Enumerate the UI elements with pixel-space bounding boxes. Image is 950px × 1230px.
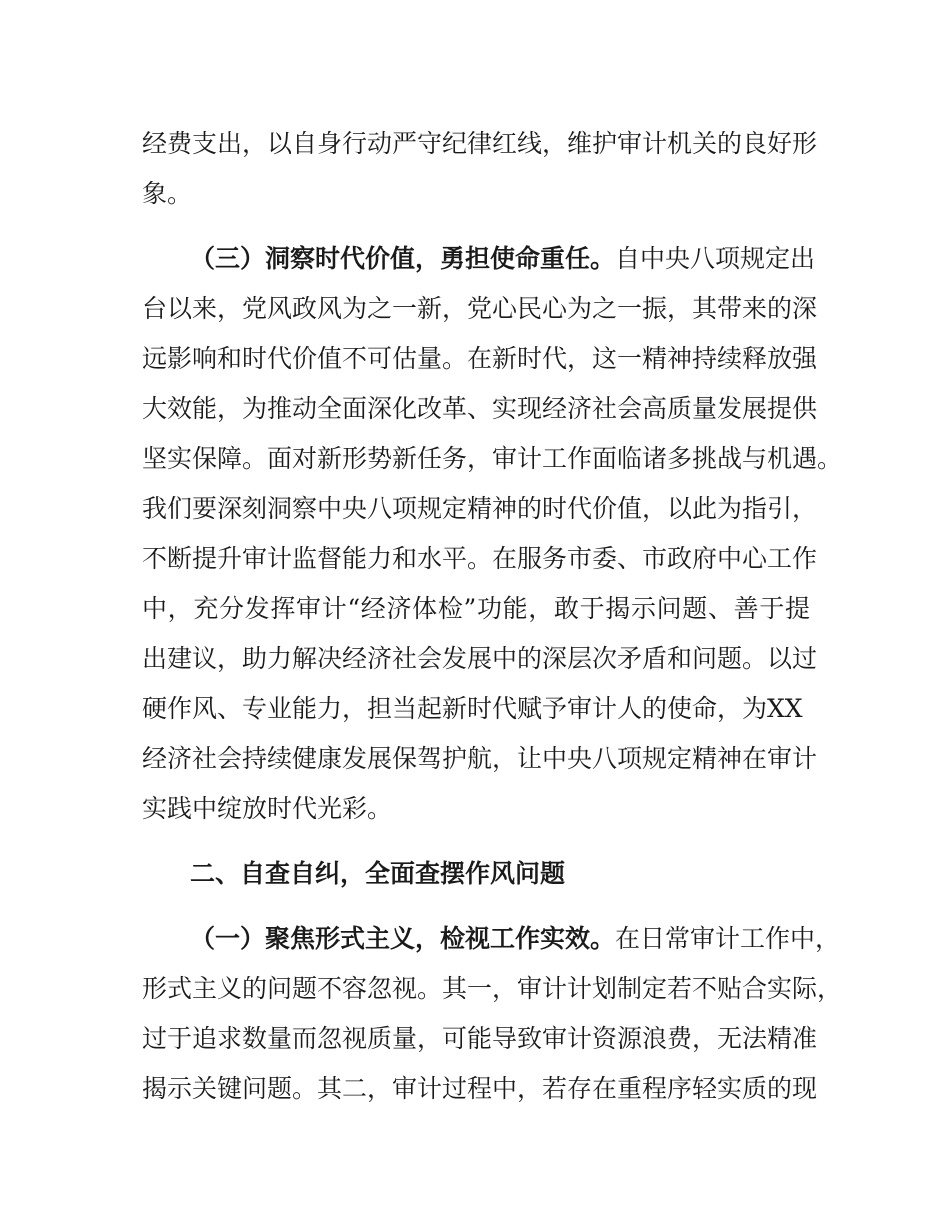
text-line: 象。 [142,179,193,208]
text-line: 我们要深刻洞察中央八项规定精神的时代价值，以此为指引， [142,494,818,523]
paragraph-first-line [190,242,815,276]
text-line: 中，充分发挥审计“经济体检”功能，敢于揭示问题、善于提 [142,594,810,623]
text-line: 实践中绽放时代光彩。 [142,794,393,823]
text-line: 大效能，为推动全面深化改革、实现经济社会高质量发展提供 [142,394,818,423]
text-run: 自中央八项规定出 [615,244,816,273]
text-line: 硬作风、专业能力，担当起新时代赋予审计人的使命，为XX [142,694,803,723]
text-line: 形式主义的问题不容忽视。其一，审计计划制定若不贴合实际， [142,974,843,1003]
text-line: 经费支出，以自身行动严守纪律红线，维护审计机关的良好形 [142,129,818,158]
text-line: 过于追求数量而忽视质量，可能导致审计资源浪费，无法精准 [142,1024,818,1053]
paragraph-first-line [190,922,840,956]
paragraph-heading: （三）洞察时代价值，勇担使命重任。 [190,244,616,273]
text-line: 揭示关键问题。其二，审计过程中，若存在重程序轻实质的现 [142,1074,818,1103]
text-line: 远影响和时代价值不可估量。在新时代，这一精神持续释放强 [142,344,818,373]
text-line: 台以来，党风政风为之一新，党心民心为之一振，其带来的深 [142,294,818,323]
text-line: 经济社会持续健康发展保驾护航，让中央八项规定精神在审计 [142,744,818,773]
paragraph-heading: （一）聚焦形式主义，检视工作实效。 [190,924,616,953]
text-line: 不断提升审计监督能力和水平。在服务市委、市政府中心工作 [142,544,818,573]
text-line: 出建议，助力解决经济社会发展中的深层次矛盾和问题。以过 [142,644,818,673]
text-run: 在日常审计工作中， [615,924,841,953]
section-heading: 二、自查自纠，全面查摆作风问题 [190,859,566,888]
text-line: 坚实保障。面对新形势新任务，审计工作面临诸多挑战与机遇。 [142,444,843,473]
